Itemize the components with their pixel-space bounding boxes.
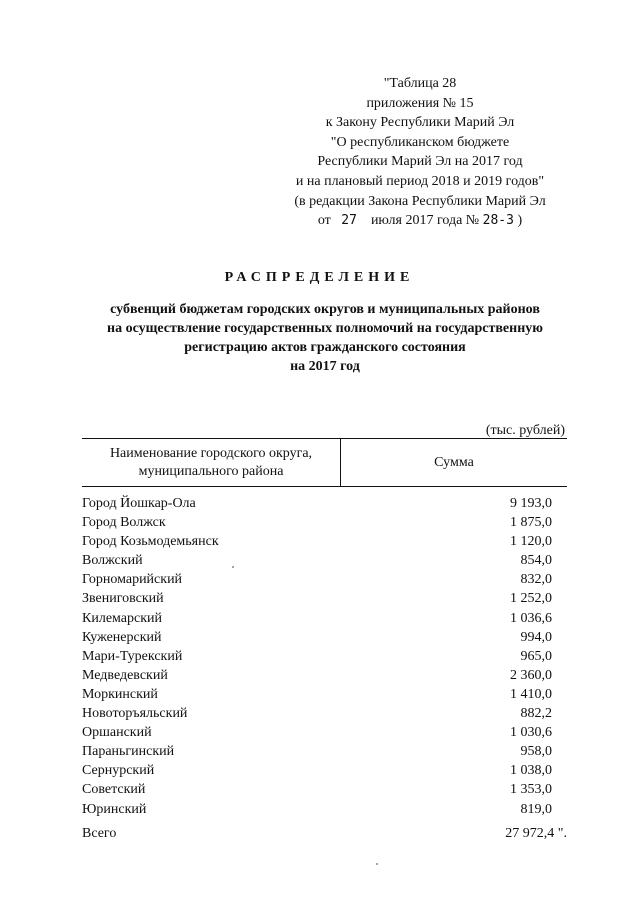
row-value: 1 120,0 bbox=[510, 534, 552, 550]
row-name: Город Козьмодемьянск bbox=[82, 534, 219, 550]
row-name: Моркинский bbox=[82, 686, 158, 702]
row-value: 965,0 bbox=[520, 648, 552, 664]
table-row bbox=[82, 609, 567, 628]
document-title: РАСПРЕДЕЛЕНИЕ bbox=[224, 270, 415, 285]
scan-speck bbox=[376, 863, 378, 865]
units-note: (тыс. рублей) bbox=[485, 423, 565, 438]
edition-day: 27 bbox=[341, 213, 357, 229]
edition-month-year: июля 2017 года № bbox=[370, 213, 480, 229]
total-value: 27 972,4 ". bbox=[505, 826, 567, 841]
column-header-sum: Сумма bbox=[434, 454, 474, 470]
column-header-name bbox=[82, 439, 341, 486]
document-subtitle bbox=[60, 300, 590, 376]
table-row bbox=[82, 570, 567, 589]
table-row bbox=[82, 532, 567, 551]
row-value: 1 252,0 bbox=[510, 591, 552, 607]
row-value: 994,0 bbox=[520, 629, 552, 645]
table-row bbox=[82, 494, 567, 513]
row-name: Куженерский bbox=[82, 629, 162, 645]
scan-speck bbox=[232, 566, 234, 568]
row-name: Горномарийский bbox=[82, 572, 183, 588]
edition-line bbox=[250, 211, 590, 231]
row-name: Сернурский bbox=[82, 763, 155, 779]
row-value: 854,0 bbox=[520, 553, 552, 569]
row-name: Волжский bbox=[82, 553, 143, 569]
table-row bbox=[82, 761, 567, 780]
table-body bbox=[82, 494, 567, 819]
edition-number: 28-З bbox=[482, 213, 514, 229]
header-line: приложения № 15 bbox=[366, 95, 474, 111]
table-header bbox=[82, 438, 567, 487]
table-row bbox=[82, 780, 567, 799]
row-value: 2 360,0 bbox=[510, 667, 552, 683]
header-line: (в редакции Закона Республики Марий Эл bbox=[294, 193, 546, 209]
header-line: и на плановый период 2018 и 2019 годов" bbox=[295, 173, 545, 189]
edition-suffix: ) bbox=[517, 213, 523, 229]
header-line: "Таблица 28 bbox=[383, 76, 457, 91]
column-header-name-line: Наименование городского округа, bbox=[109, 445, 313, 461]
table-row bbox=[82, 513, 567, 532]
subtitle-line: на 2017 год bbox=[290, 359, 360, 374]
row-name: Юринский bbox=[82, 801, 147, 817]
row-value: 9 193,0 bbox=[510, 496, 552, 511]
table-row bbox=[82, 704, 567, 723]
row-value: 958,0 bbox=[520, 744, 552, 760]
table-row bbox=[82, 723, 567, 742]
row-value: 1 410,0 bbox=[510, 686, 552, 702]
header-line: Республики Марий Эл на 2017 год bbox=[317, 154, 523, 170]
subtitle-line: субвенций бюджетам городских округов и муниципальных районов bbox=[110, 302, 540, 317]
row-value: 882,2 bbox=[520, 706, 552, 722]
row-name: Город Йошкар-Ола bbox=[82, 496, 196, 511]
edition-prefix: от bbox=[317, 213, 331, 229]
table-row bbox=[82, 647, 567, 666]
row-name: Медведевский bbox=[82, 667, 168, 683]
total-label: Всего bbox=[82, 826, 117, 841]
table-row bbox=[82, 742, 567, 761]
row-value: 1 030,6 bbox=[510, 725, 552, 741]
row-value: 1 036,6 bbox=[510, 610, 552, 626]
row-name: Параньгинский bbox=[82, 744, 175, 760]
row-value: 1 353,0 bbox=[510, 782, 552, 798]
column-header-name-line: муниципального района bbox=[138, 463, 284, 479]
row-name: Звениговский bbox=[82, 591, 164, 607]
row-value: 1 875,0 bbox=[510, 515, 552, 531]
row-name: Город Волжск bbox=[82, 515, 166, 531]
row-name: Мари-Турекский bbox=[82, 648, 183, 664]
row-value: 819,0 bbox=[520, 801, 552, 817]
table-row bbox=[82, 589, 567, 608]
row-name: Новоторъяльский bbox=[82, 706, 188, 722]
subtitle-line: регистрацию актов гражданского состояния bbox=[184, 340, 466, 355]
table-row bbox=[82, 800, 567, 819]
subtitle-line: на осуществление государственных полномочий на государственную bbox=[107, 321, 543, 336]
row-name: Килемарский bbox=[82, 610, 163, 626]
table-row bbox=[82, 685, 567, 704]
header-line: "О республиканском бюджете bbox=[330, 134, 510, 150]
row-value: 1 038,0 bbox=[510, 763, 552, 779]
row-value: 832,0 bbox=[520, 572, 552, 588]
row-name: Оршанский bbox=[82, 725, 152, 741]
table-row bbox=[82, 628, 567, 647]
row-name: Советский bbox=[82, 782, 146, 798]
total-row bbox=[82, 824, 567, 844]
table-row bbox=[82, 551, 567, 570]
document-header bbox=[250, 74, 590, 231]
table-row bbox=[82, 666, 567, 685]
header-line: к Закону Республики Марий Эл bbox=[325, 115, 515, 131]
